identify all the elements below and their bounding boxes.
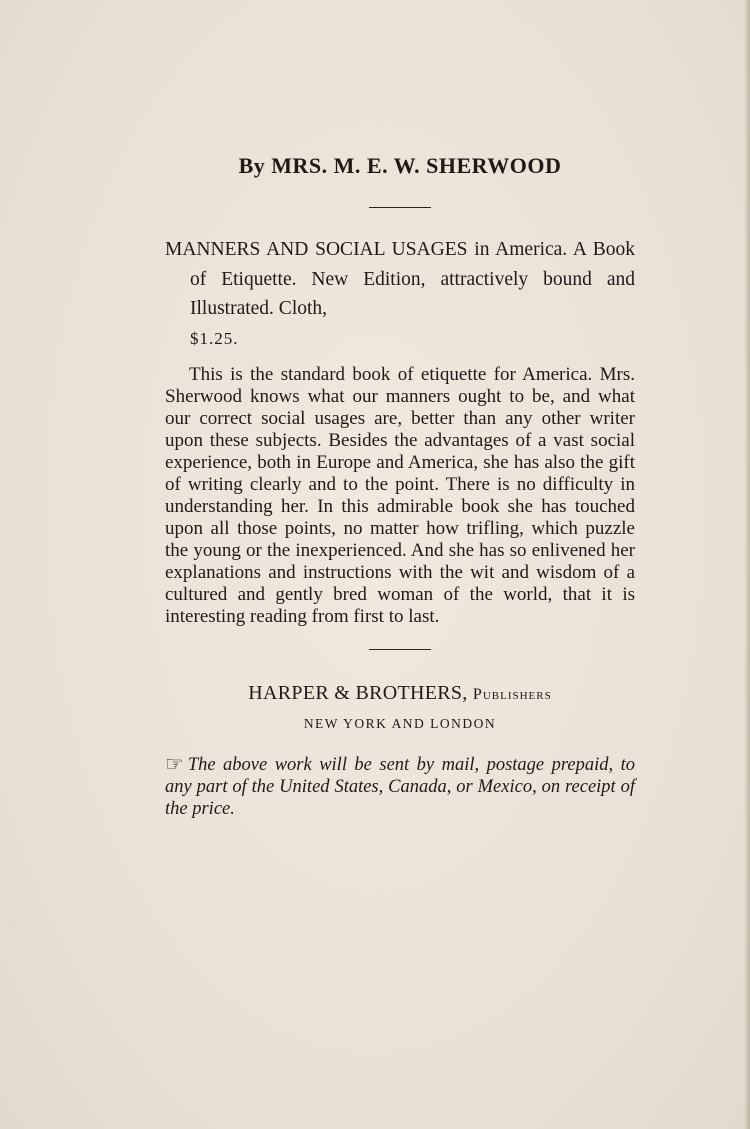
section-divider: [369, 207, 431, 208]
mail-notice: [165, 754, 635, 820]
publisher-role: Publishers: [472, 686, 552, 703]
author-name: MRS. M. E. W. SHERWOOD: [271, 153, 562, 178]
mail-notice-text: The above work will be sent by mail, postage prepaid, to any part of the United States, Canada, or Mexico, on receipt of the price.: [165, 755, 635, 819]
publisher-line: [165, 678, 635, 710]
publisher-name: HARPER & BROTHERS,: [248, 682, 468, 704]
section-divider: [369, 649, 431, 650]
author-prefix: By: [238, 153, 266, 178]
author-heading: [165, 148, 635, 184]
page-edge-shadow: [744, 0, 750, 1129]
book-title: MANNERS AND SOCIAL USAGES in America. A Book of Etiquette. New Edition, attractively bound and Illustrated. Cloth,: [165, 239, 635, 319]
publisher-location: NEW YORK AND LONDON: [303, 716, 497, 731]
content-column: [165, 148, 635, 820]
pointing-hand-icon: ☞: [165, 752, 184, 776]
book-price: $1.25.: [190, 328, 239, 348]
book-listing: [165, 235, 635, 353]
book-description: This is the standard book of etiquette for America. Mrs. Sherwood knows what our manners ought to be, and what our correct social usages are, better than any other writer upon these subjects. Besides the advantages of a vast social experience, both in Europe and America, she has also the gift of writing clearly and to the point. There is no difficulty in understanding her. In this admirable book she has touched upon all those points, no matter how trifling, which puzzle the young or the inexperienced. And she has so enlivened her explanations and instructions with the wit and wisdom of a cultured and gently bred woman of the world, that it is interesting reading from first to last.: [165, 364, 635, 627]
